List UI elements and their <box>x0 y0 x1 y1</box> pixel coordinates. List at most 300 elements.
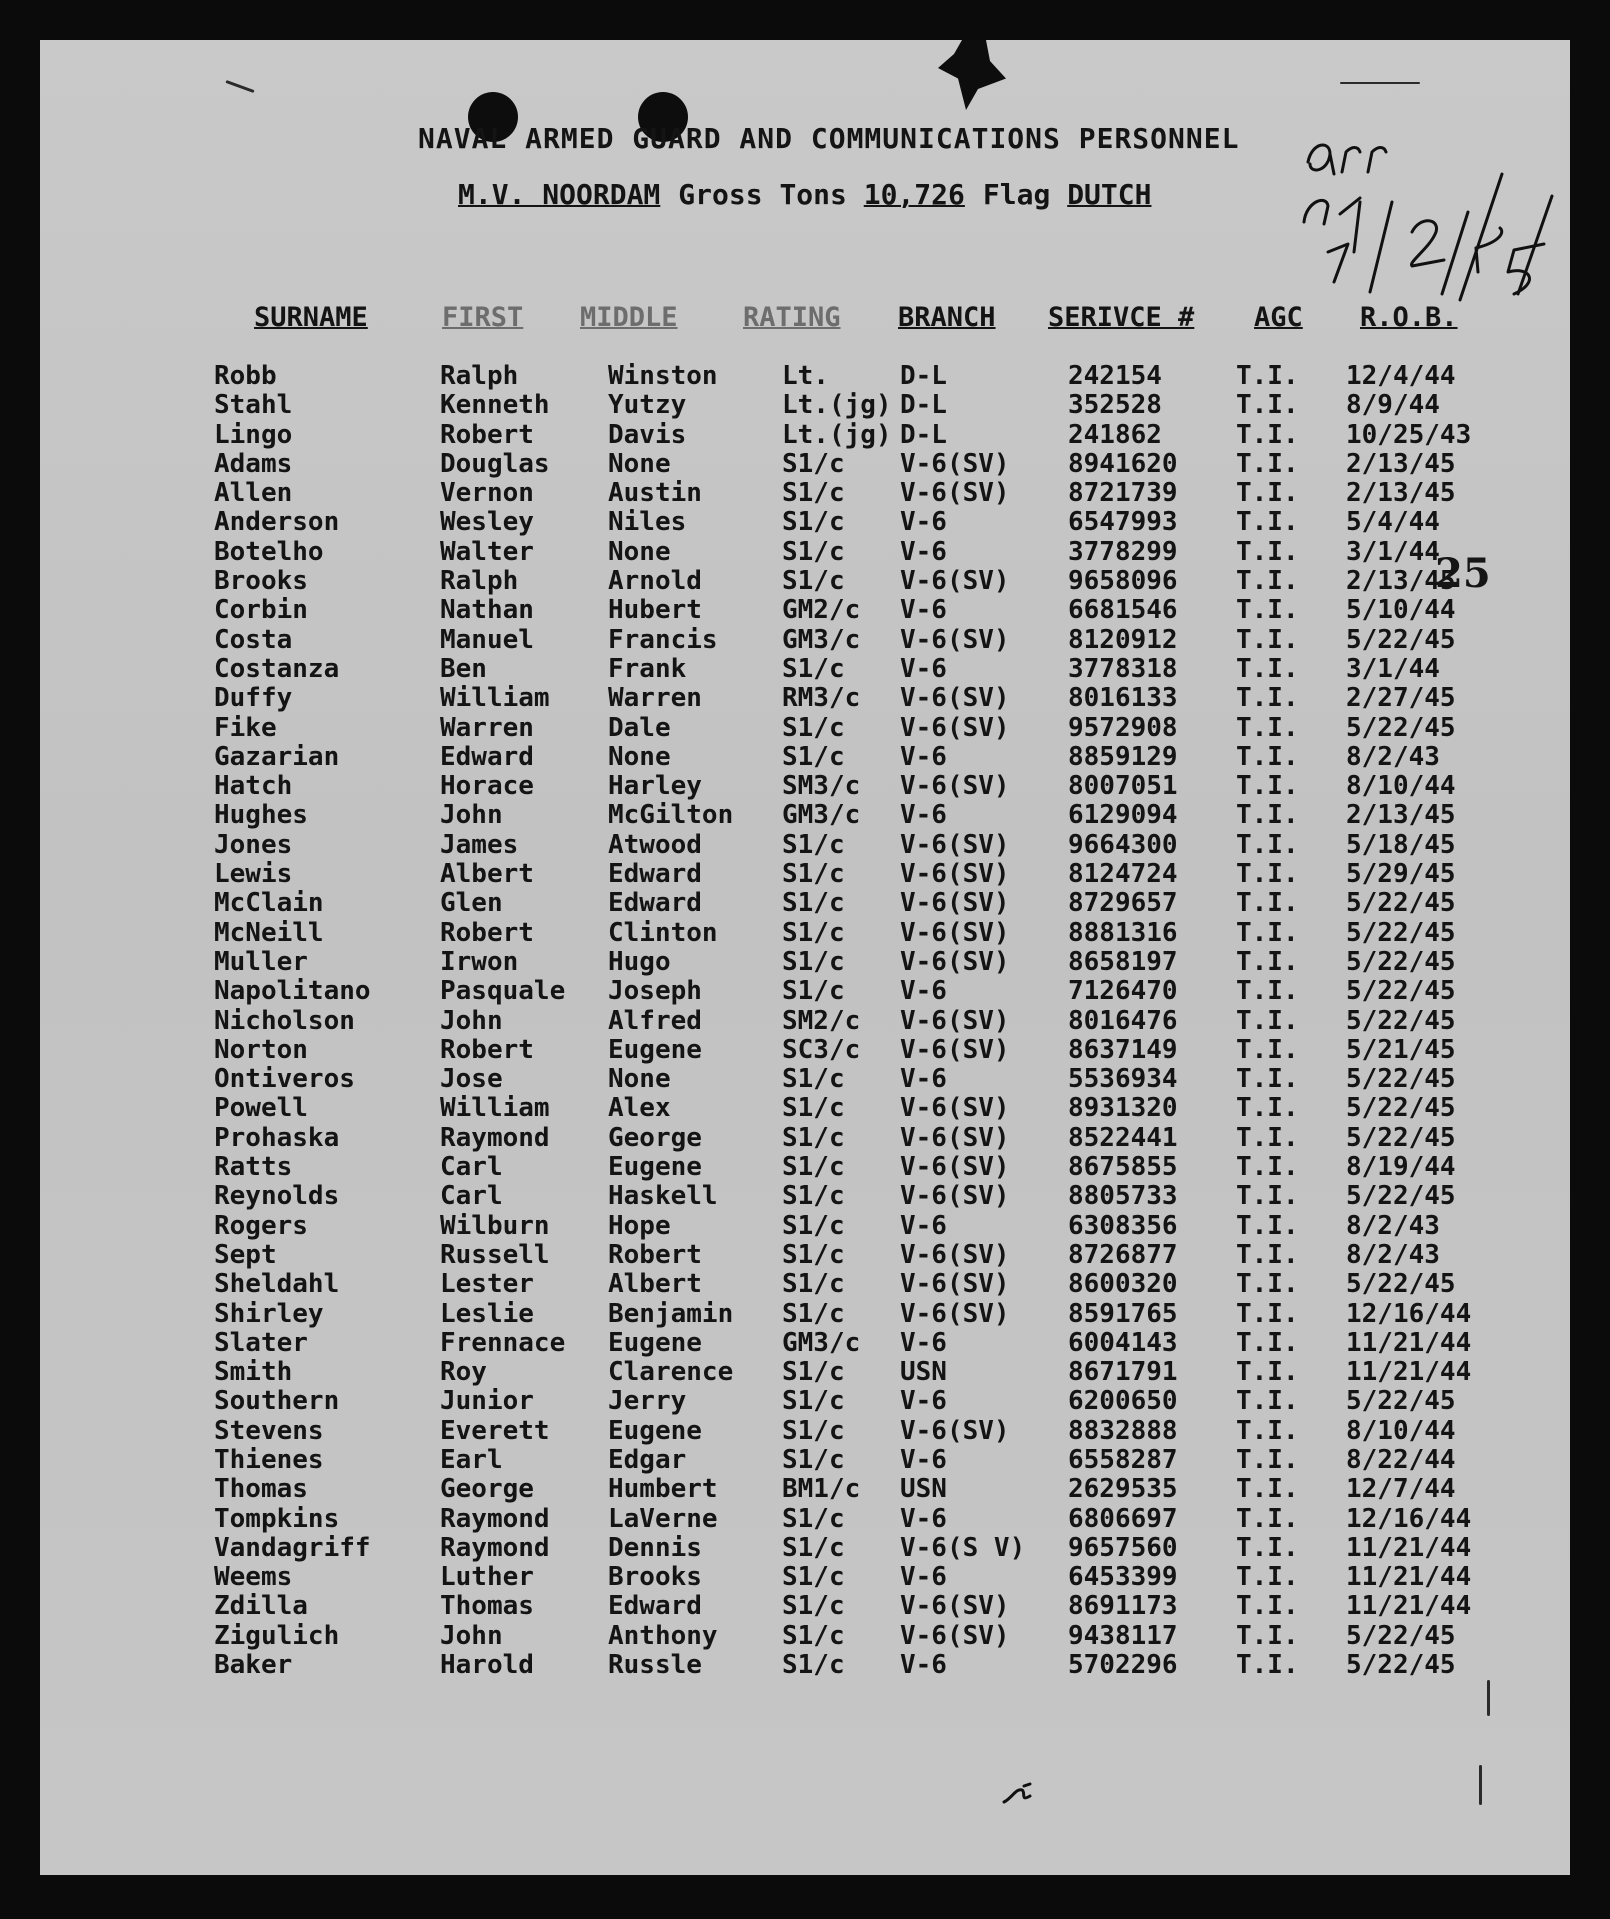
first-name-cell: Lester <box>440 1269 534 1300</box>
branch-cell: V-6(SV) <box>900 1298 1010 1329</box>
rob-date-cell: 8/22/44 <box>1346 1444 1456 1475</box>
rob-date-cell: 5/22/45 <box>1346 917 1456 948</box>
document-page <box>40 40 1570 1875</box>
service-number-cell: 8832888 <box>1068 1415 1178 1446</box>
column-header-agc: AGC <box>1254 302 1303 333</box>
branch-cell: V-6(SV) <box>900 624 1010 655</box>
surname-cell: Zigulich <box>214 1620 340 1651</box>
vessel-line <box>458 178 1151 211</box>
table-row <box>40 567 1570 596</box>
rob-date-cell: 5/18/45 <box>1346 829 1456 860</box>
rob-date-cell: 2/13/45 <box>1346 800 1456 831</box>
service-number-cell: 5702296 <box>1068 1650 1178 1681</box>
surname-cell: Hatch <box>214 771 293 802</box>
service-number-cell: 9438117 <box>1068 1620 1178 1651</box>
rating-cell: S1/c <box>782 1415 845 1446</box>
agc-cell: T.I. <box>1236 1064 1299 1095</box>
service-number-cell: 8600320 <box>1068 1269 1178 1300</box>
table-row <box>40 1329 1570 1358</box>
agc-cell: T.I. <box>1236 653 1299 684</box>
middle-name-cell: Dale <box>608 712 671 743</box>
middle-name-cell: Alex <box>608 1093 671 1124</box>
agc-cell: T.I. <box>1236 683 1299 714</box>
service-number-cell: 3778318 <box>1068 653 1178 684</box>
first-name-cell: Robert <box>440 419 534 450</box>
rob-date-cell: 2/13/45 <box>1346 566 1456 597</box>
column-header-middle: MIDDLE <box>580 302 678 333</box>
surname-cell: Jones <box>214 829 293 860</box>
page-title: NAVAL ARMED GUARD AND COMMUNICATIONS PERSONNEL <box>418 122 1240 155</box>
rob-date-cell: 5/22/45 <box>1346 976 1456 1007</box>
rating-cell: S1/c <box>782 917 845 948</box>
agc-cell: T.I. <box>1236 1503 1299 1534</box>
branch-cell: V-6(SV) <box>900 1620 1010 1651</box>
agc-cell: T.I. <box>1236 1591 1299 1622</box>
first-name-cell: Nathan <box>440 595 534 626</box>
middle-name-cell: Eugene <box>608 1034 702 1065</box>
rating-cell: GM3/c <box>782 624 861 655</box>
column-header-first: FIRST <box>442 302 524 333</box>
branch-cell: V-6 <box>900 1064 947 1095</box>
rating-cell: S1/c <box>782 1298 845 1329</box>
surname-cell: Sept <box>214 1239 277 1270</box>
service-number-cell: 2629535 <box>1068 1474 1178 1505</box>
rating-cell: S1/c <box>782 1650 845 1681</box>
first-name-cell: Glen <box>440 888 503 919</box>
table-row <box>40 831 1570 860</box>
first-name-cell: Vernon <box>440 478 534 509</box>
agc-cell: T.I. <box>1236 1386 1299 1417</box>
middle-name-cell: Harley <box>608 771 702 802</box>
agc-cell: T.I. <box>1236 859 1299 890</box>
rating-cell: GM3/c <box>782 800 861 831</box>
table-row <box>40 596 1570 625</box>
rating-cell: S1/c <box>782 946 845 977</box>
first-name-cell: Raymond <box>440 1532 550 1563</box>
branch-cell: V-6 <box>900 595 947 626</box>
rating-cell: S1/c <box>782 566 845 597</box>
first-name-cell: Robert <box>440 1034 534 1065</box>
column-header-rating: RATING <box>743 302 841 333</box>
agc-cell: T.I. <box>1236 419 1299 450</box>
rob-date-cell: 5/22/45 <box>1346 946 1456 977</box>
rating-cell: S1/c <box>782 829 845 860</box>
table-row <box>40 1212 1570 1241</box>
rob-date-cell: 5/22/45 <box>1346 1122 1456 1153</box>
rob-date-cell: 11/21/44 <box>1346 1327 1472 1358</box>
middle-name-cell: George <box>608 1122 702 1153</box>
middle-name-cell: Hope <box>608 1210 671 1241</box>
rob-date-cell: 12/7/44 <box>1346 1474 1456 1505</box>
service-number-cell: 8120912 <box>1068 624 1178 655</box>
service-number-cell: 8859129 <box>1068 741 1178 772</box>
first-name-cell: Wesley <box>440 507 534 538</box>
table-row <box>40 1036 1570 1065</box>
rob-date-cell: 8/2/43 <box>1346 1210 1440 1241</box>
surname-cell: Napolitano <box>214 976 371 1007</box>
rob-date-cell: 8/19/44 <box>1346 1152 1456 1183</box>
rob-date-cell: 12/16/44 <box>1346 1503 1472 1534</box>
branch-cell: V-6 <box>900 536 947 567</box>
surname-cell: Anderson <box>214 507 340 538</box>
middle-name-cell: Dennis <box>608 1532 702 1563</box>
first-name-cell: Carl <box>440 1152 503 1183</box>
middle-name-cell: McGilton <box>608 800 734 831</box>
table-row <box>40 450 1570 479</box>
first-name-cell: Jose <box>440 1064 503 1095</box>
surname-cell: Ratts <box>214 1152 293 1183</box>
agc-cell: T.I. <box>1236 1532 1299 1563</box>
rob-date-cell: 8/10/44 <box>1346 771 1456 802</box>
surname-cell: Costa <box>214 624 293 655</box>
first-name-cell: Harold <box>440 1650 534 1681</box>
table-row <box>40 860 1570 889</box>
first-name-cell: Manuel <box>440 624 534 655</box>
gross-tons-label: Gross Tons <box>678 178 847 211</box>
middle-name-cell: Haskell <box>608 1181 718 1212</box>
service-number-cell: 5536934 <box>1068 1064 1178 1095</box>
surname-cell: Zdilla <box>214 1591 308 1622</box>
rob-date-cell: 5/22/45 <box>1346 1650 1456 1681</box>
surname-cell: Southern <box>214 1386 340 1417</box>
rob-date-cell: 5/4/44 <box>1346 507 1440 538</box>
middle-name-cell: Eugene <box>608 1415 702 1446</box>
agc-cell: T.I. <box>1236 390 1299 421</box>
first-name-cell: Junior <box>440 1386 534 1417</box>
service-number-cell: 9658096 <box>1068 566 1178 597</box>
rating-cell: SC3/c <box>782 1034 861 1065</box>
service-number-cell: 8675855 <box>1068 1152 1178 1183</box>
rob-date-cell: 3/1/44 <box>1346 653 1440 684</box>
agc-cell: T.I. <box>1236 1444 1299 1475</box>
rating-cell: S1/c <box>782 1093 845 1124</box>
surname-cell: Vandagriff <box>214 1532 371 1563</box>
table-row <box>40 1563 1570 1592</box>
agc-cell: T.I. <box>1236 1005 1299 1036</box>
middle-name-cell: None <box>608 448 671 479</box>
first-name-cell: Roy <box>440 1357 487 1388</box>
branch-cell: V-6 <box>900 1562 947 1593</box>
surname-cell: Reynolds <box>214 1181 340 1212</box>
first-name-cell: Walter <box>440 536 534 567</box>
agc-cell: T.I. <box>1236 1415 1299 1446</box>
table-row <box>40 684 1570 713</box>
first-name-cell: Horace <box>440 771 534 802</box>
first-name-cell: Russell <box>440 1239 550 1270</box>
first-name-cell: Everett <box>440 1415 550 1446</box>
service-number-cell: 6681546 <box>1068 595 1178 626</box>
middle-name-cell: Hubert <box>608 595 702 626</box>
rob-date-cell: 5/22/45 <box>1346 1181 1456 1212</box>
surname-cell: Adams <box>214 448 293 479</box>
agc-cell: T.I. <box>1236 566 1299 597</box>
first-name-cell: Luther <box>440 1562 534 1593</box>
rating-cell: S1/c <box>782 1064 845 1095</box>
table-row <box>40 508 1570 537</box>
middle-name-cell: Warren <box>608 683 702 714</box>
middle-name-cell: Arnold <box>608 566 702 597</box>
rating-cell: BM1/c <box>782 1474 861 1505</box>
table-row <box>40 1065 1570 1094</box>
middle-name-cell: Atwood <box>608 829 702 860</box>
service-number-cell: 9657560 <box>1068 1532 1178 1563</box>
surname-cell: Robb <box>214 361 277 391</box>
service-number-cell: 6308356 <box>1068 1210 1178 1241</box>
branch-cell: V-6 <box>900 1503 947 1534</box>
table-row <box>40 1446 1570 1475</box>
table-row <box>40 1300 1570 1329</box>
service-number-cell: 8637149 <box>1068 1034 1178 1065</box>
agc-cell: T.I. <box>1236 946 1299 977</box>
branch-cell: V-6(SV) <box>900 478 1010 509</box>
middle-name-cell: Edward <box>608 888 702 919</box>
agc-cell: T.I. <box>1236 1093 1299 1124</box>
rob-date-cell: 5/29/45 <box>1346 859 1456 890</box>
rob-date-cell: 8/9/44 <box>1346 390 1440 421</box>
branch-cell: V-6(SV) <box>900 1122 1010 1153</box>
middle-name-cell: Joseph <box>608 976 702 1007</box>
rob-date-cell: 5/22/45 <box>1346 1064 1456 1095</box>
surname-cell: Norton <box>214 1034 308 1065</box>
branch-cell: V-6(SV) <box>900 1005 1010 1036</box>
branch-cell: V-6(SV) <box>900 1239 1010 1270</box>
surname-cell: Baker <box>214 1650 293 1681</box>
middle-name-cell: Yutzy <box>608 390 687 421</box>
smudge-mark <box>225 80 254 93</box>
agc-cell: T.I. <box>1236 800 1299 831</box>
agc-cell: T.I. <box>1236 1181 1299 1212</box>
table-row <box>40 1475 1570 1504</box>
branch-cell: V-6(SV) <box>900 1269 1010 1300</box>
table-row <box>40 714 1570 743</box>
service-number-cell: 8671791 <box>1068 1357 1178 1388</box>
middle-name-cell: Niles <box>608 507 687 538</box>
table-row <box>40 1592 1570 1621</box>
middle-name-cell: Albert <box>608 1269 702 1300</box>
rob-date-cell: 12/4/44 <box>1346 361 1456 391</box>
branch-cell: V-6(S V) <box>900 1532 1026 1563</box>
service-number-cell: 6200650 <box>1068 1386 1178 1417</box>
first-name-cell: Raymond <box>440 1122 550 1153</box>
surname-cell: Botelho <box>214 536 324 567</box>
middle-name-cell: Brooks <box>608 1562 702 1593</box>
branch-cell: V-6(SV) <box>900 771 1010 802</box>
agc-cell: T.I. <box>1236 1298 1299 1329</box>
agc-cell: T.I. <box>1236 1210 1299 1241</box>
first-name-cell: Warren <box>440 712 534 743</box>
first-name-cell: John <box>440 800 503 831</box>
middle-name-cell: Winston <box>608 361 718 391</box>
table-row <box>40 948 1570 977</box>
first-name-cell: William <box>440 683 550 714</box>
service-number-cell: 352528 <box>1068 390 1162 421</box>
rating-cell: S1/c <box>782 1503 845 1534</box>
service-number-cell: 8729657 <box>1068 888 1178 919</box>
branch-cell: V-6 <box>900 741 947 772</box>
agc-cell: T.I. <box>1236 507 1299 538</box>
rating-cell: SM3/c <box>782 771 861 802</box>
agc-cell: T.I. <box>1236 624 1299 655</box>
rob-date-cell: 10/25/43 <box>1346 419 1472 450</box>
table-row <box>40 1387 1570 1416</box>
surname-cell: Allen <box>214 478 293 509</box>
middle-name-cell: Clinton <box>608 917 718 948</box>
table-row <box>40 626 1570 655</box>
rob-date-cell: 11/21/44 <box>1346 1562 1472 1593</box>
service-number-cell: 8721739 <box>1068 478 1178 509</box>
first-name-cell: Edward <box>440 741 534 772</box>
rating-cell: S1/c <box>782 1444 845 1475</box>
service-number-cell: 9572908 <box>1068 712 1178 743</box>
first-name-cell: John <box>440 1005 503 1036</box>
surname-cell: Weems <box>214 1562 293 1593</box>
table-row <box>40 1417 1570 1446</box>
table-row <box>40 977 1570 1006</box>
rating-cell: S1/c <box>782 448 845 479</box>
surname-cell: Slater <box>214 1327 308 1358</box>
branch-cell: V-6 <box>900 976 947 1007</box>
rating-cell: S1/c <box>782 478 845 509</box>
surname-cell: Prohaska <box>214 1122 340 1153</box>
middle-name-cell: Davis <box>608 419 687 450</box>
rating-cell: S1/c <box>782 1181 845 1212</box>
rating-cell: S1/c <box>782 1239 845 1270</box>
middle-name-cell: Anthony <box>608 1620 718 1651</box>
rob-date-cell: 11/21/44 <box>1346 1591 1472 1622</box>
rating-cell: S1/c <box>782 536 845 567</box>
agc-cell: T.I. <box>1236 1327 1299 1358</box>
pen-mark <box>1479 1765 1482 1805</box>
column-header-service: SERIVCE # <box>1048 302 1195 333</box>
first-name-cell: William <box>440 1093 550 1124</box>
surname-cell: Nicholson <box>214 1005 355 1036</box>
agc-cell: T.I. <box>1236 448 1299 479</box>
torn-edge <box>930 40 1010 110</box>
middle-name-cell: LaVerne <box>608 1503 718 1534</box>
first-name-cell: Earl <box>440 1444 503 1475</box>
first-name-cell: James <box>440 829 519 860</box>
table-row <box>40 391 1570 420</box>
agc-cell: T.I. <box>1236 595 1299 626</box>
rating-cell: S1/c <box>782 712 845 743</box>
table-row <box>40 362 1570 391</box>
first-name-cell: Irwon <box>440 946 519 977</box>
middle-name-cell: None <box>608 1064 671 1095</box>
branch-cell: V-6(SV) <box>900 946 1010 977</box>
branch-cell: V-6 <box>900 653 947 684</box>
rating-cell: S1/c <box>782 1620 845 1651</box>
rating-cell: S1/c <box>782 976 845 1007</box>
surname-cell: Tompkins <box>214 1503 340 1534</box>
surname-cell: Gazarian <box>214 741 340 772</box>
rob-date-cell: 5/22/45 <box>1346 888 1456 919</box>
service-number-cell: 6806697 <box>1068 1503 1178 1534</box>
rob-date-cell: 5/22/45 <box>1346 1269 1456 1300</box>
rating-cell: S1/c <box>782 1386 845 1417</box>
table-row <box>40 1270 1570 1299</box>
middle-name-cell: Robert <box>608 1239 702 1270</box>
table-row <box>40 772 1570 801</box>
branch-cell: V-6(SV) <box>900 917 1010 948</box>
branch-cell: V-6 <box>900 1210 947 1241</box>
service-number-cell: 6558287 <box>1068 1444 1178 1475</box>
agc-cell: T.I. <box>1236 1269 1299 1300</box>
rob-date-cell: 2/13/45 <box>1346 478 1456 509</box>
middle-name-cell: Hugo <box>608 946 671 977</box>
table-row <box>40 743 1570 772</box>
service-number-cell: 8591765 <box>1068 1298 1178 1329</box>
branch-cell: USN <box>900 1474 947 1505</box>
first-name-cell: Raymond <box>440 1503 550 1534</box>
agc-cell: T.I. <box>1236 1122 1299 1153</box>
branch-cell: V-6(SV) <box>900 1093 1010 1124</box>
rob-date-cell: 5/21/45 <box>1346 1034 1456 1065</box>
middle-name-cell: Edward <box>608 859 702 890</box>
surname-cell: Lingo <box>214 419 293 450</box>
flag-value: DUTCH <box>1067 178 1152 211</box>
rating-cell: SM2/c <box>782 1005 861 1036</box>
middle-name-cell: Humbert <box>608 1474 718 1505</box>
agc-cell: T.I. <box>1236 888 1299 919</box>
agc-cell: T.I. <box>1236 1562 1299 1593</box>
service-number-cell: 8726877 <box>1068 1239 1178 1270</box>
middle-name-cell: Clarence <box>608 1357 734 1388</box>
first-name-cell: Wilburn <box>440 1210 550 1241</box>
branch-cell: V-6 <box>900 800 947 831</box>
service-number-cell: 241862 <box>1068 419 1162 450</box>
surname-cell: Hughes <box>214 800 308 831</box>
service-number-cell: 8658197 <box>1068 946 1178 977</box>
service-number-cell: 7126470 <box>1068 976 1178 1007</box>
rating-cell: S1/c <box>782 888 845 919</box>
first-name-cell: John <box>440 1620 503 1651</box>
rating-cell: S1/c <box>782 1562 845 1593</box>
table-row <box>40 1534 1570 1563</box>
rob-date-cell: 5/22/45 <box>1346 1005 1456 1036</box>
branch-cell: V-6(SV) <box>900 888 1010 919</box>
agc-cell: T.I. <box>1236 741 1299 772</box>
rating-cell: S1/c <box>782 741 845 772</box>
surname-cell: Fike <box>214 712 277 743</box>
personnel-table <box>40 362 1570 1680</box>
rob-date-cell: 5/22/45 <box>1346 1093 1456 1124</box>
branch-cell: D-L <box>900 419 947 450</box>
rob-date-cell: 8/2/43 <box>1346 741 1440 772</box>
first-name-cell: George <box>440 1474 534 1505</box>
service-number-cell: 8522441 <box>1068 1122 1178 1153</box>
service-number-cell: 8931320 <box>1068 1093 1178 1124</box>
surname-cell: Sheldahl <box>214 1269 340 1300</box>
middle-name-cell: Eugene <box>608 1327 702 1358</box>
branch-cell: V-6 <box>900 1386 947 1417</box>
table-row <box>40 919 1570 948</box>
column-header-branch: BRANCH <box>898 302 996 333</box>
service-number-cell: 8805733 <box>1068 1181 1178 1212</box>
stray-handwritten-number: 25 <box>1435 550 1491 597</box>
branch-cell: V-6 <box>900 1444 947 1475</box>
first-name-cell: Robert <box>440 917 534 948</box>
rating-cell: Lt.(jg) <box>782 390 892 421</box>
surname-cell: Lewis <box>214 859 293 890</box>
rob-date-cell: 8/2/43 <box>1346 1239 1440 1270</box>
surname-cell: Stahl <box>214 390 293 421</box>
agc-cell: T.I. <box>1236 1357 1299 1388</box>
first-name-cell: Ben <box>440 653 487 684</box>
branch-cell: V-6 <box>900 1327 947 1358</box>
surname-cell: Corbin <box>214 595 308 626</box>
branch-cell: V-6(SV) <box>900 1034 1010 1065</box>
service-number-cell: 8691173 <box>1068 1591 1178 1622</box>
